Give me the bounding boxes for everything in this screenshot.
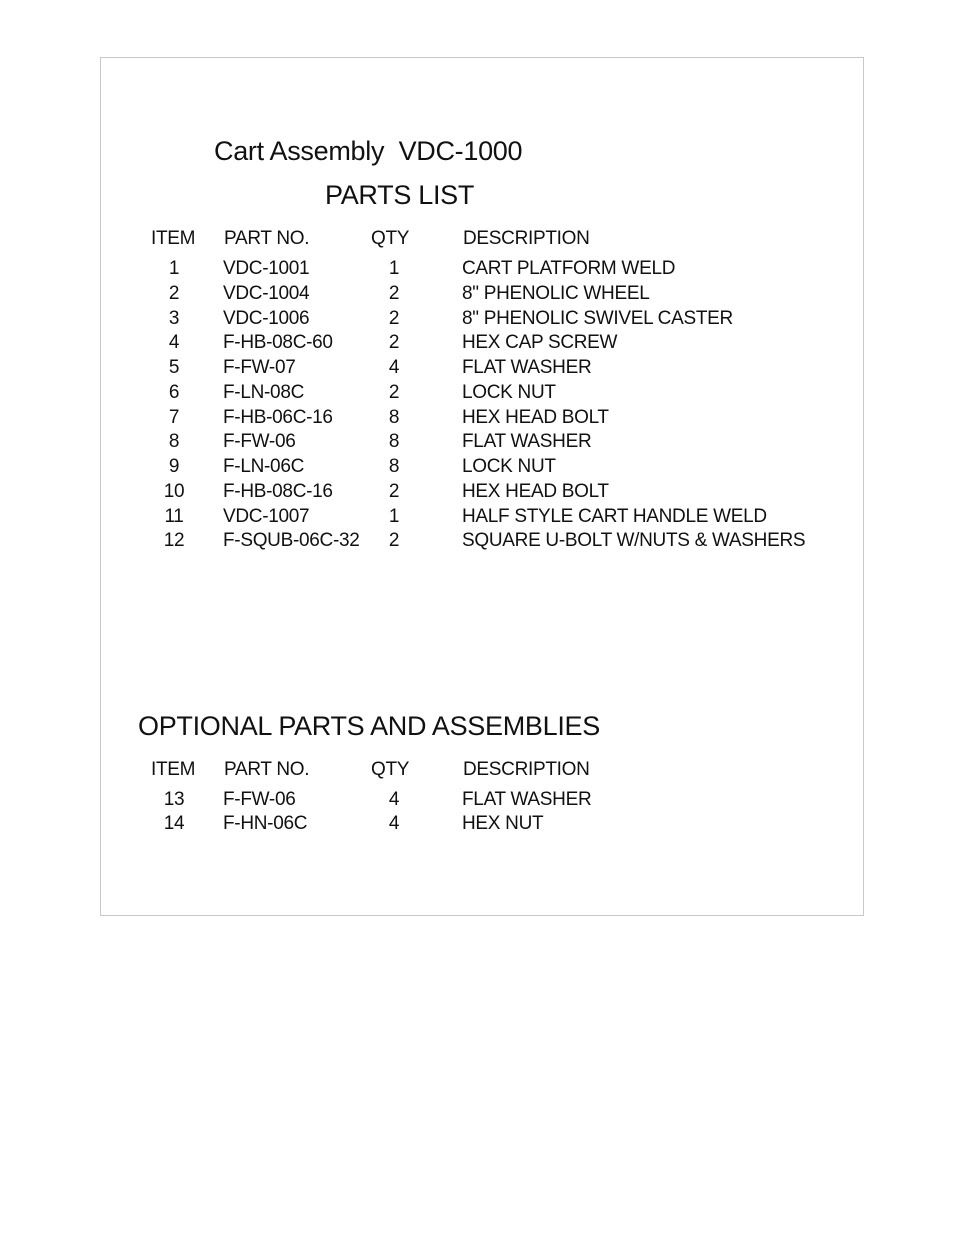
cell-qty: 2	[388, 530, 400, 552]
cell-part-no: F-FW-07	[223, 357, 296, 378]
cell-item: 6	[168, 381, 180, 403]
cell-qty: 2	[388, 480, 400, 502]
cell-part-no: F-FW-06	[223, 431, 296, 453]
cell-qty: 4	[388, 789, 400, 810]
cell-item: 13	[163, 789, 185, 810]
cell-description: CART PLATFORM WELD	[462, 258, 676, 279]
cell-item: 8	[168, 431, 180, 453]
table-row	[0, 529, 954, 553]
cell-description: 8" PHENOLIC WHEEL	[462, 282, 650, 304]
column-header-item: ITEM	[151, 759, 196, 780]
table-row	[0, 356, 954, 380]
cell-description: HEX NUT	[462, 813, 544, 834]
document-title	[214, 136, 522, 167]
cell-description: HEX CAP SCREW	[462, 332, 618, 354]
cell-description: HALF STYLE CART HANDLE WELD	[462, 505, 767, 527]
cell-qty: 8	[388, 456, 400, 477]
cell-description: SQUARE U-BOLT W/NUTS & WASHERS	[462, 530, 806, 552]
parts-list-title: PARTS LIST	[325, 180, 475, 210]
cell-qty: 2	[388, 282, 400, 304]
cell-qty: 1	[388, 258, 400, 279]
cell-qty: 2	[388, 381, 400, 403]
cell-part-no: F-HN-06C	[223, 813, 308, 834]
document-title-name: Cart Assembly	[214, 136, 385, 166]
cell-description: HEX HEAD BOLT	[462, 406, 609, 428]
cell-description: FLAT WASHER	[462, 789, 592, 810]
table-row	[0, 455, 954, 479]
column-header-qty: QTY	[371, 228, 410, 249]
cell-part-no: F-LN-06C	[223, 456, 305, 477]
cell-item: 9	[168, 456, 180, 477]
cell-item: 4	[168, 332, 180, 354]
table-row	[0, 480, 954, 504]
table-row	[0, 331, 954, 355]
table-row	[0, 812, 954, 836]
cell-qty: 4	[388, 813, 400, 834]
cell-description: 8" PHENOLIC SWIVEL CASTER	[462, 307, 733, 329]
cell-qty: 8	[388, 406, 400, 428]
cell-qty: 1	[388, 505, 400, 527]
cell-item: 3	[168, 307, 180, 329]
cell-item: 5	[168, 357, 180, 378]
cell-part-no: F-HB-08C-16	[223, 480, 333, 502]
optional-parts-title: OPTIONAL PARTS AND ASSEMBLIES	[138, 711, 600, 741]
cell-part-no: VDC-1004	[223, 282, 310, 304]
cell-part-no: F-LN-08C	[223, 381, 305, 403]
cell-item: 10	[163, 480, 185, 502]
cell-item: 1	[168, 258, 180, 279]
table-row	[0, 257, 954, 281]
cell-description: HEX HEAD BOLT	[462, 480, 609, 502]
cell-description: LOCK NUT	[462, 456, 556, 477]
column-header-qty: QTY	[371, 759, 410, 780]
cell-part-no: VDC-1001	[223, 258, 310, 279]
table-row	[0, 381, 954, 405]
cell-item: 12	[163, 530, 185, 552]
column-header-part-no: PART NO.	[224, 228, 310, 249]
document-model-number: VDC-1000	[398, 136, 523, 166]
table-row	[0, 307, 954, 331]
column-header-description: DESCRIPTION	[463, 228, 590, 249]
column-header-item: ITEM	[151, 228, 196, 249]
cell-part-no: F-HB-08C-60	[223, 332, 333, 354]
cell-qty: 8	[388, 431, 400, 453]
table-row	[0, 505, 954, 529]
table-row	[0, 282, 954, 306]
cell-item: 14	[163, 813, 185, 834]
table-row	[0, 430, 954, 454]
cell-qty: 2	[388, 332, 400, 354]
table-row	[0, 406, 954, 430]
cell-item: 11	[164, 505, 184, 527]
parts-list-header	[0, 227, 954, 251]
cell-part-no: VDC-1006	[223, 307, 310, 329]
cell-item: 2	[168, 282, 180, 304]
table-row	[0, 788, 954, 812]
cell-part-no: VDC-1007	[223, 505, 310, 527]
cell-qty: 4	[388, 357, 400, 378]
column-header-part-no: PART NO.	[224, 759, 310, 780]
optional-parts-header	[0, 758, 954, 782]
cell-part-no: F-SQUB-06C-32	[223, 530, 360, 552]
column-header-description: DESCRIPTION	[463, 759, 590, 780]
cell-part-no: F-FW-06	[223, 789, 296, 810]
cell-qty: 2	[388, 307, 400, 329]
cell-description: FLAT WASHER	[462, 431, 592, 453]
cell-item: 7	[168, 406, 180, 428]
cell-part-no: F-HB-06C-16	[223, 406, 333, 428]
cell-description: FLAT WASHER	[462, 357, 592, 378]
cell-description: LOCK NUT	[462, 381, 556, 403]
